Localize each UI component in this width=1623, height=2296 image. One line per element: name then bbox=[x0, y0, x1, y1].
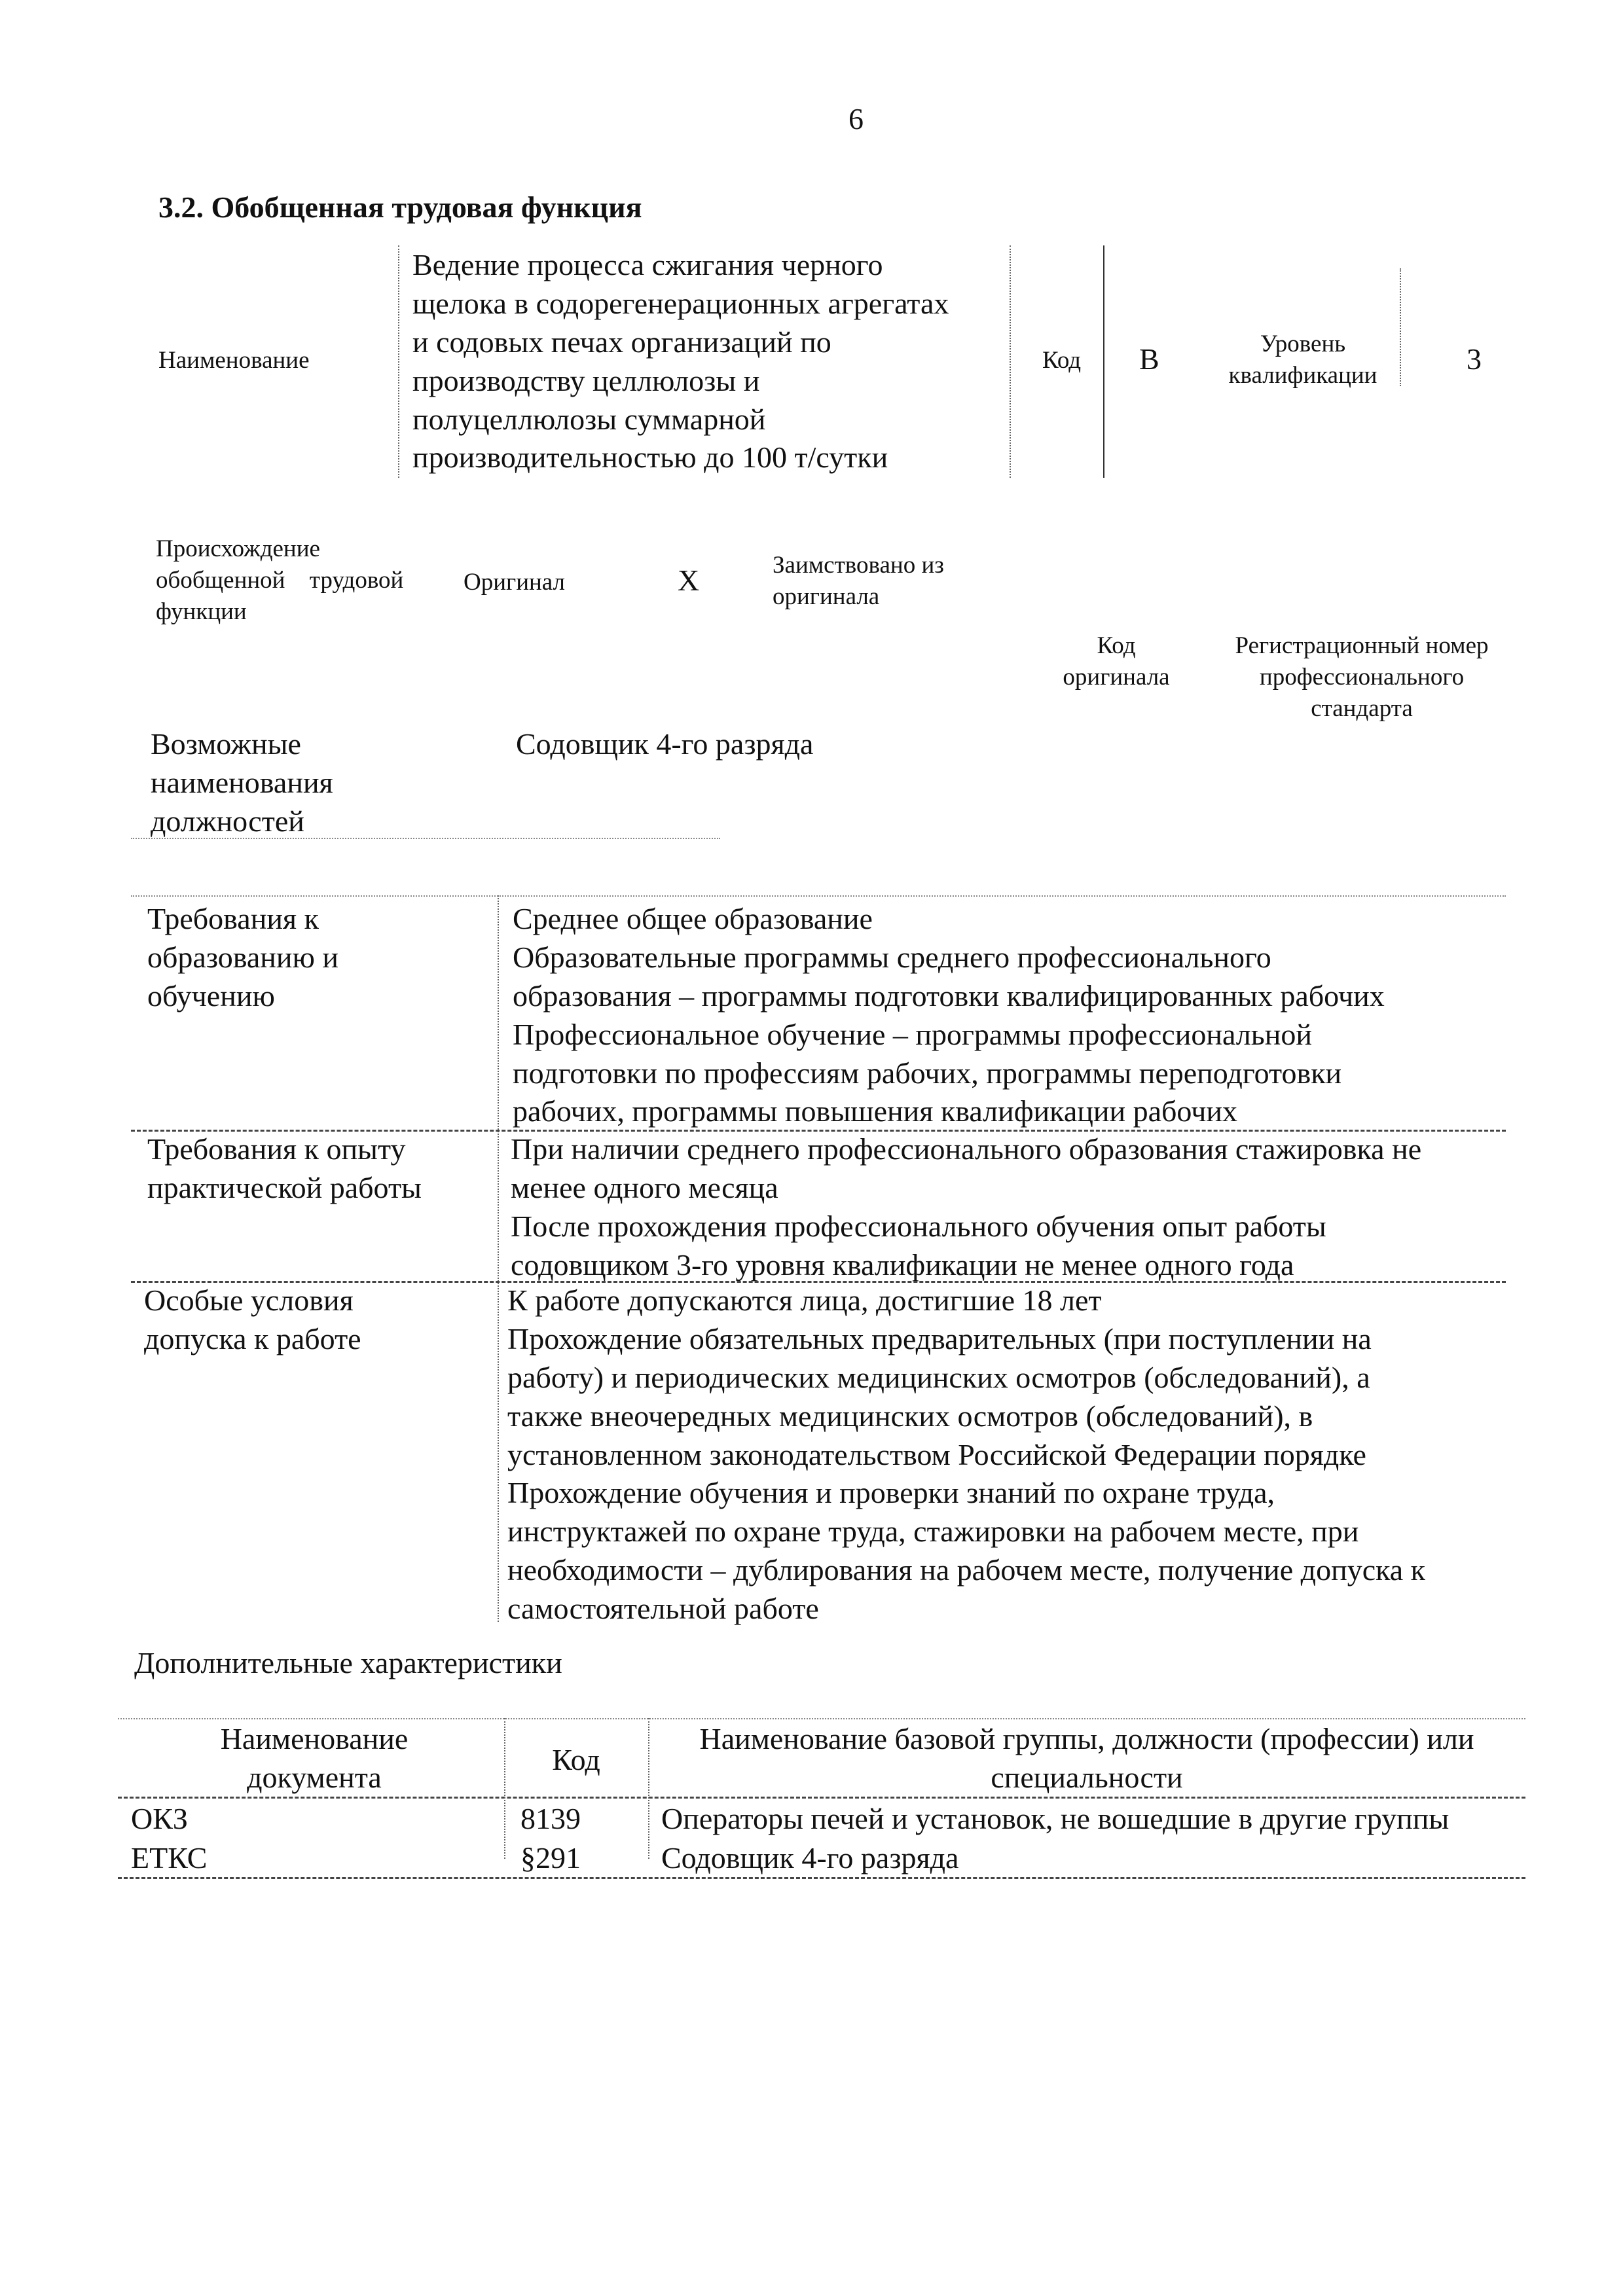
orig-code-label-line: оригинала bbox=[1063, 664, 1170, 691]
special-conditions-value bbox=[507, 1282, 1509, 1628]
education-value bbox=[513, 900, 1508, 1131]
level-label-line: Уровень bbox=[1260, 331, 1346, 357]
section-title: 3.2. Обобщенная трудовая функция bbox=[158, 190, 642, 224]
level-label-line: квалификации bbox=[1228, 362, 1377, 389]
origin-label-line: функции bbox=[156, 598, 247, 626]
special-conditions-value-line: необходимости – дублирования на рабочем месте, получение допуска к bbox=[507, 1553, 1426, 1587]
name-value-line: щелока в содорегенерационных агрегатах bbox=[412, 286, 949, 320]
positions-label-line: Возможные bbox=[151, 727, 301, 761]
additional-header-doc-line: Наименование bbox=[220, 1722, 409, 1755]
additional-header-group-line: специальности bbox=[991, 1760, 1183, 1794]
additional-column-divider-2 bbox=[648, 1718, 649, 1859]
experience-value-line: После прохождения профессионального обучения опыт работы bbox=[511, 1209, 1326, 1243]
origin-label-line: обобщенной трудовой bbox=[156, 567, 404, 594]
code-cell-left-border bbox=[1103, 245, 1104, 478]
name-cell-left-border bbox=[398, 245, 399, 478]
positions-bottom-border bbox=[131, 838, 720, 839]
name-value-line: полуцеллюлозы суммарной bbox=[412, 402, 766, 436]
reg-number-label-line: Регистрационный номер bbox=[1235, 632, 1489, 659]
education-label-line: образованию и bbox=[147, 940, 338, 974]
name-value-line: производительностью до 100 т/сутки bbox=[412, 440, 888, 475]
name-value-line: производству целлюлозы и bbox=[412, 363, 760, 397]
table-row-name: Содовщик 4-го разряда bbox=[661, 1841, 959, 1874]
positions-label-line: должностей bbox=[151, 804, 304, 838]
experience-value-line: содовщиком 3-го уровня квалификации не менее одного года bbox=[511, 1247, 1294, 1282]
name-label: Наименование bbox=[158, 347, 310, 374]
table-row-name: Операторы печей и установок, не вошедшие в другие группы bbox=[661, 1802, 1450, 1835]
experience-value bbox=[511, 1130, 1506, 1285]
code-label: Код bbox=[1042, 347, 1082, 374]
original-label: Оригинал bbox=[464, 569, 566, 596]
level-label bbox=[1218, 329, 1388, 391]
table-row-code: 8139 bbox=[520, 1802, 581, 1835]
page-number: 6 bbox=[848, 102, 864, 135]
special-conditions-value-line: также внеочередных медицинских осмотров (обследований), в bbox=[507, 1399, 1313, 1433]
requirements-column-divider bbox=[498, 895, 499, 1622]
additional-header-code: Код bbox=[552, 1743, 600, 1776]
reg-number-label bbox=[1218, 630, 1506, 725]
special-conditions-value-line: установленном законодательством Российской Федерации порядке bbox=[507, 1437, 1366, 1471]
borrowed-label-line: оригинала bbox=[773, 583, 880, 611]
experience-value-line: При наличии среднего профессионального образования стажировка не bbox=[511, 1132, 1422, 1166]
name-cell-right-border bbox=[1010, 245, 1011, 478]
positions-value: Содовщик 4-го разряда bbox=[516, 727, 814, 761]
original-mark: Х bbox=[678, 564, 700, 597]
education-value-line: Образовательные программы среднего профессионального bbox=[513, 940, 1271, 974]
education-value-line: подготовки по профессиям рабочих, программы переподготовки bbox=[513, 1056, 1342, 1090]
special-conditions-label bbox=[144, 1282, 361, 1359]
origin-label bbox=[156, 533, 437, 628]
additional-top-border bbox=[118, 1718, 1525, 1719]
special-conditions-value-line: Прохождение обучения и проверки знаний по охране труда, bbox=[507, 1476, 1275, 1510]
special-conditions-label-line: допуска к работе bbox=[144, 1321, 361, 1355]
name-value-line: и содовых печах организаций по bbox=[412, 325, 831, 359]
name-value bbox=[412, 246, 1015, 477]
origin-label-line: Происхождение bbox=[156, 535, 320, 562]
name-value-line: Ведение процесса сжигания черного bbox=[412, 248, 883, 281]
requirements-top-border bbox=[131, 895, 1506, 897]
reg-number-label-line: профессионального bbox=[1259, 664, 1465, 691]
table-row-doc: ОКЗ bbox=[131, 1802, 188, 1835]
experience-value-line: менее одного месяца bbox=[511, 1170, 778, 1204]
additional-bottom-border bbox=[118, 1877, 1525, 1879]
level-value: 3 bbox=[1467, 342, 1482, 376]
special-conditions-value-line: Прохождение обязательных предварительных (при поступлении на bbox=[507, 1321, 1372, 1355]
special-conditions-label-line: Особые условия bbox=[144, 1283, 354, 1317]
education-value-line: Профессиональное обучение – программы профессиональной bbox=[513, 1017, 1312, 1051]
positions-label-line: наименования bbox=[151, 765, 333, 799]
borrowed-label-line: Заимствовано из bbox=[773, 552, 944, 579]
additional-title: Дополнительные характеристики bbox=[134, 1646, 562, 1679]
special-conditions-value-line: работу) и периодических медицинских осмотров (обследований), а bbox=[507, 1360, 1370, 1394]
reg-number-label-line: стандарта bbox=[1311, 695, 1413, 723]
level-cell-border bbox=[1400, 268, 1401, 386]
borrowed-label bbox=[773, 550, 944, 613]
table-row-doc: ЕТКС bbox=[131, 1841, 208, 1874]
special-conditions-value-line: инструктажей по охране труда, стажировки на рабочем месте, при bbox=[507, 1515, 1359, 1549]
positions-label bbox=[151, 725, 333, 841]
code-value: В bbox=[1139, 342, 1159, 376]
education-value-line: Среднее общее образование bbox=[513, 902, 873, 935]
additional-header-group bbox=[648, 1720, 1525, 1797]
additional-column-divider-1 bbox=[504, 1718, 505, 1859]
table-row-code: §291 bbox=[520, 1841, 581, 1874]
experience-label-line: практической работы bbox=[147, 1170, 422, 1204]
additional-header-bottom-border bbox=[118, 1797, 1525, 1799]
education-label-line: обучению bbox=[147, 978, 275, 1013]
additional-header-group-line: Наименование базовой группы, должности (профессии) или bbox=[699, 1722, 1474, 1755]
special-conditions-value-line: самостоятельной работе bbox=[507, 1592, 819, 1625]
education-value-line: образования – программы подготовки квалифицированных рабочих bbox=[513, 978, 1385, 1013]
experience-label-line: Требования к опыту bbox=[147, 1132, 406, 1166]
additional-header-doc-line: документа bbox=[247, 1760, 382, 1794]
experience-label bbox=[147, 1130, 422, 1208]
education-label bbox=[147, 900, 338, 1016]
education-value-line: рабочих, программы повышения квалификации рабочих bbox=[513, 1094, 1237, 1128]
education-label-line: Требования к bbox=[147, 902, 319, 935]
special-conditions-value-line: К работе допускаются лица, достигшие 18 лет bbox=[507, 1283, 1102, 1317]
additional-header-doc bbox=[157, 1720, 471, 1797]
orig-code-label bbox=[1041, 630, 1192, 693]
orig-code-label-line: Код bbox=[1097, 632, 1136, 659]
